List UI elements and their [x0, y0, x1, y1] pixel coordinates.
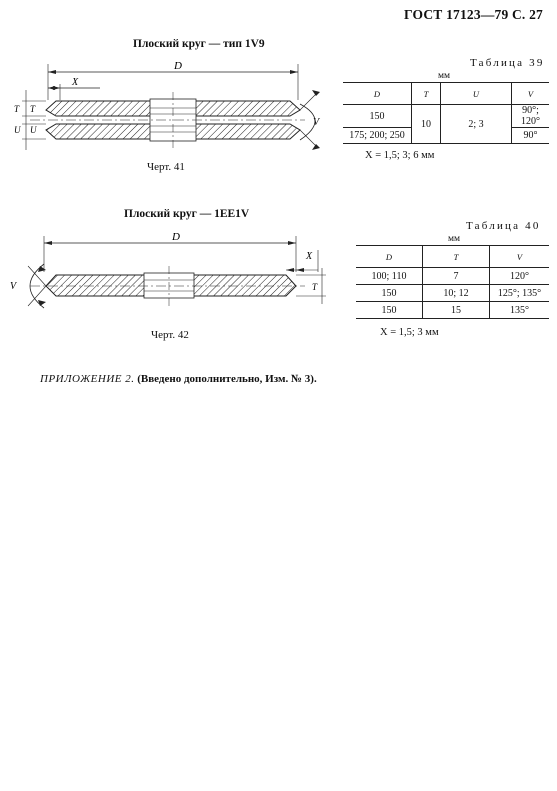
figure-caption-42: Черт. 42 [151, 329, 189, 341]
table39-v-row2: 90° [512, 128, 550, 144]
dimension-x-42 [286, 250, 318, 272]
dim-label-t-42: T [312, 282, 318, 292]
dim-label-d: D [174, 60, 182, 72]
dim-label-v-42: V [10, 281, 17, 292]
table39-d-row2: 175; 200; 250 [343, 128, 412, 144]
table40-header-d: D [356, 246, 423, 268]
table39-d-row1: 150 [343, 105, 412, 128]
angle-v-42 [10, 264, 46, 308]
appendix-note [40, 373, 317, 385]
dim-label-u-inner: U [30, 125, 37, 135]
dim-label-x-42: X [306, 251, 313, 262]
units-39: мм [438, 71, 451, 81]
dim-label-u: U [14, 125, 21, 135]
section1-title: Плоский круг — тип 1V9 [133, 38, 265, 50]
table40-r1-d: 100; 110 [356, 268, 423, 285]
appendix-label: ПРИЛОЖЕНИЕ 2. [40, 373, 135, 385]
dim-label-x: X [72, 77, 79, 88]
table40-r1-t: 7 [423, 268, 490, 285]
table40-r2-t: 10; 12 [423, 285, 490, 302]
table40-header-v: V [490, 246, 550, 268]
dimension-x-41 [48, 77, 100, 100]
dim-label-d-42: D [172, 231, 180, 243]
table39-t-value: 10 [412, 105, 441, 144]
table39-header-u: U [441, 83, 512, 105]
table39-header-v: V [512, 83, 550, 105]
dimension-d-42 [44, 231, 296, 272]
table-label-40: Таблица 40 [466, 220, 541, 232]
table-label-39: Таблица 39 [470, 57, 545, 69]
table39-u-value: 2; 3 [441, 105, 512, 144]
dim-label-t-inner: T [30, 104, 36, 114]
table39-header-t: T [412, 83, 441, 105]
table-40 [356, 245, 549, 319]
note-40: X = 1,5; 3 мм [380, 327, 439, 338]
figure-caption-41: Черт. 41 [147, 161, 185, 173]
wheel-42 [30, 266, 305, 306]
table40-r1-v: 120° [490, 268, 550, 285]
table39-header-d: D [343, 83, 412, 105]
table-39 [343, 82, 549, 144]
table39-v-row1: 90°; 120° [512, 105, 550, 128]
wheel-41 [30, 92, 305, 148]
note-39: X = 1,5; 3; 6 мм [365, 150, 435, 161]
section2-title: Плоский круг — 1EE1V [124, 208, 250, 220]
appendix-text: (Введено дополнительно, Изм. № 3). [137, 373, 317, 385]
dim-label-v: V [313, 117, 320, 128]
table40-r2-v: 125°; 135° [490, 285, 550, 302]
table40-header-t: T [423, 246, 490, 268]
dim-label-t: T [14, 104, 20, 114]
table40-r2-d: 150 [356, 285, 423, 302]
table40-r3-v: 135° [490, 302, 550, 319]
page-header: ГОСТ 17123—79 С. 27 [404, 7, 543, 22]
table40-r3-t: 15 [423, 302, 490, 319]
table40-r3-d: 150 [356, 302, 423, 319]
units-40: мм [448, 234, 461, 244]
